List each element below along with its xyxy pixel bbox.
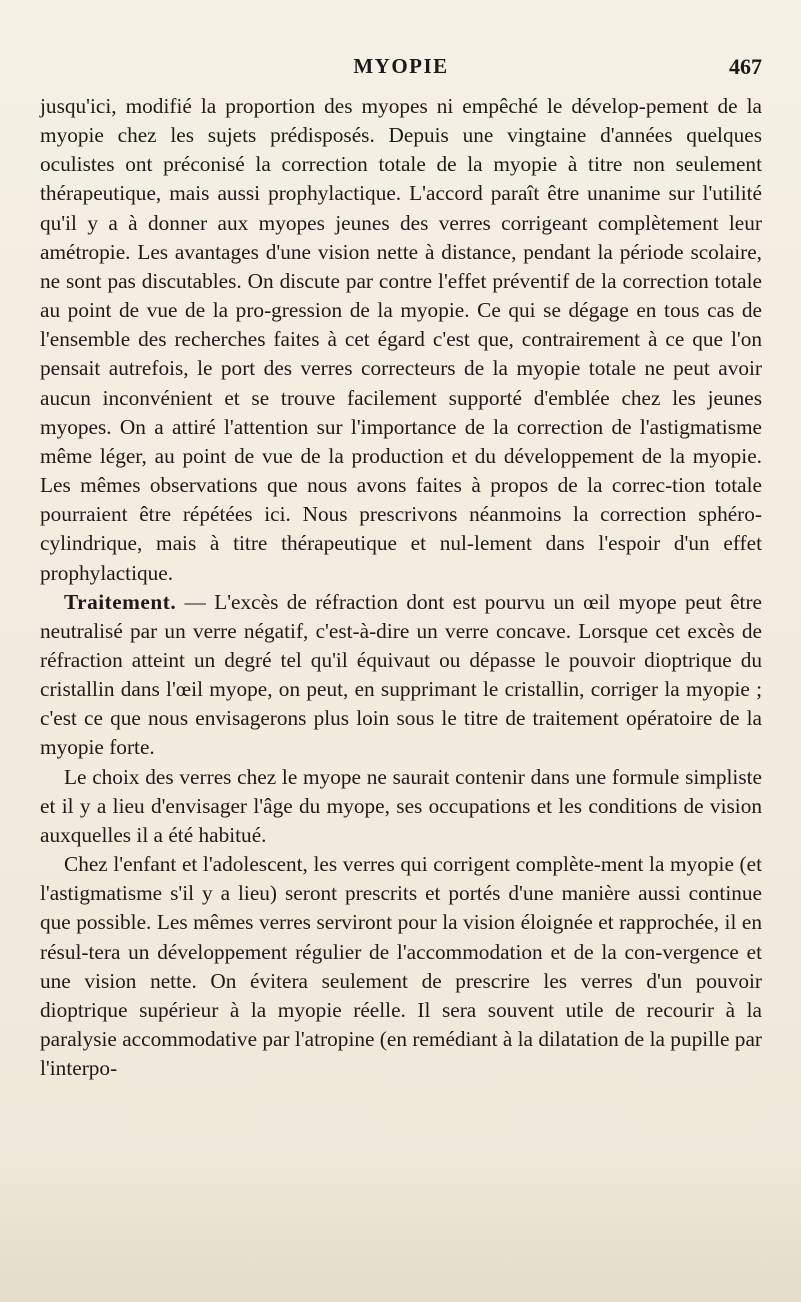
paragraph-text: Chez l'enfant et l'adolescent, les verres qui corrigent complète-ment la myopie (et l'astigmatisme s'il y a lieu) seront prescrits et portés d'une manière aussi continue que possible. Les mêmes verres serviront pour la vision éloignée et rapprochée, il en résul-tera un développement régulier de l'accommodation et de la con-vergence et une vision nette. On évitera seulement de prescrire les verres d'un pouvoir dioptrique supérieur à la myopie réelle. Il sera souvent utile de recourir à la paralysie accommodative par l'atropine (en remédiant à la dilatation de la pupille par l'interpo- (40, 852, 762, 1081)
paragraph-text: jusqu'ici, modifié la proportion des myopes ni empêché le dévelop-pement de la myopie chez les sujets prédisposés. Depuis une vingtaine d'années quelques oculistes ont préconisé la correction totale de la myopie à titre non seulement thérapeutique, mais aussi prophylactique. L'accord paraît être unanime sur l'utilité qu'il y a à donner aux myopes jeunes des verres corrigeant complètement leur amétropie. Les avantages d'une vision nette à distance, pendant la période scolaire, ne sont pas discutables. On discute par contre l'effet préventif de la correction totale au point de vue de la pro-gression de la myopie. Ce qui se dégage en tous cas de l'ensemble des recherches faites à cet égard c'est que, contrairement à ce que l'on pensait autrefois, le port des verres correcteurs de la myopie totale ne peut avoir aucun inconvénient et se trouve facilement supporté d'emblée chez les jeunes myopes. On a attiré l'attention sur l'importance de la correction de l'astigmatisme même léger, au point de vue de la production et du développement de la myopie. Les mêmes observations que nous avons faites à propos de la correc-tion totale pourraient être répétées ici. Nous prescrivons néanmoins la correction sphéro-cylindrique, mais à titre thérapeutique et nul-lement dans l'espoir d'un effet prophylactique. (40, 94, 762, 585)
body-text (40, 92, 762, 1083)
section-heading-traitement: Traitement. (64, 589, 177, 614)
paragraph-4 (40, 850, 762, 1083)
running-title: MYOPIE (353, 54, 449, 78)
paragraph-3 (40, 763, 762, 850)
paragraph-1 (40, 92, 762, 588)
paragraph-text: — L'excès de réfraction dont est pourvu un œil myope peut être neutralisé par un verre négatif, c'est-à-dire un verre concave. Lorsque cet excès de réfraction atteint un degré tel qu'il équivaut ou dépasse le pouvoir dioptrique du cristallin dans l'œil myope, on peut, en supprimant le cristallin, corriger la myopie ; c'est ce que nous envisagerons plus loin sous le titre de traitement opératoire de la myopie forte. (40, 589, 762, 760)
paragraph-text: Le choix des verres chez le myope ne saurait contenir dans une formule simpliste et il y a lieu d'envisager l'âge du myope, ses occupations et les conditions de vision auxquelles il a été habitué. (40, 764, 762, 847)
page-number: 467 (729, 54, 762, 79)
paragraph-2 (40, 588, 762, 763)
page-header (40, 54, 762, 84)
